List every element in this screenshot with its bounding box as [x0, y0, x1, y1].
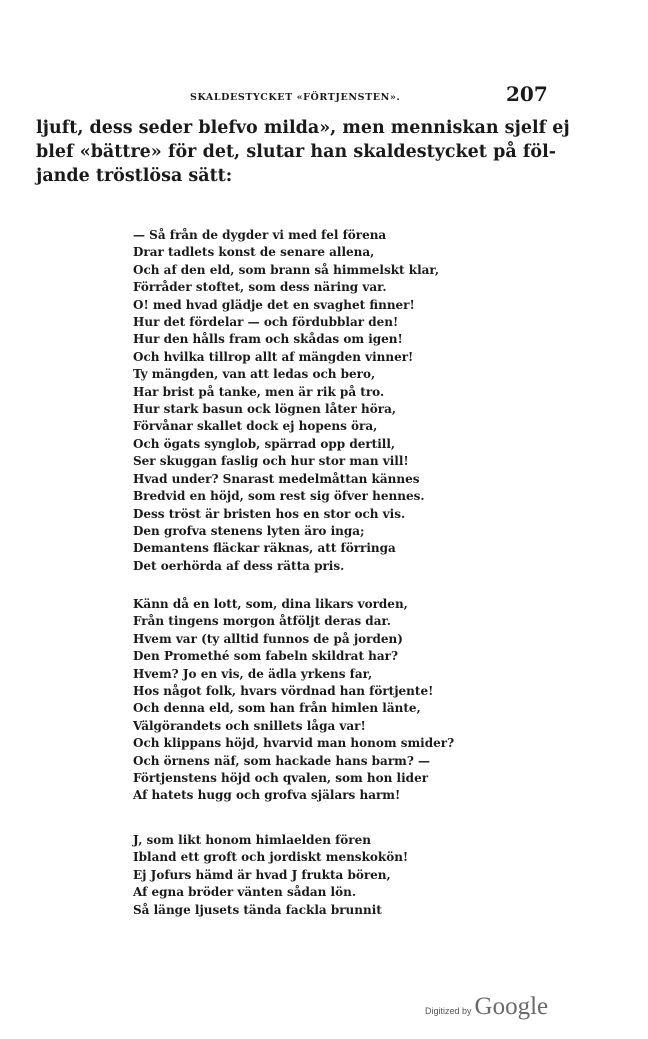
verse-line: Förråder stoftet, som dess näring var.	[133, 280, 387, 295]
verse-line: Och ögats synglob, spärrad opp dertill,	[133, 436, 396, 451]
digitized-by-label: Digitized by	[425, 1006, 472, 1016]
running-title: SKALDESTYCKET «FÖRTJENSTEN».	[190, 92, 401, 103]
verse-line: Hvad under? Snarast medelmåttan kännes	[133, 471, 420, 486]
intro-line: jande tröstlösa sätt:	[36, 166, 233, 186]
verse-line: Så länge ljusets tända fackla brunnit	[133, 902, 382, 917]
verse-line: J, som likt honom himlaelden fören	[133, 833, 371, 847]
verse-line: Den Promethé som fabeln skildrat har?	[133, 649, 399, 664]
verse-line: Det oerhörda af dess rätta pris.	[133, 558, 345, 573]
verse-line: Hur stark basun ock lögnen låter höra,	[133, 402, 397, 417]
verse-line: Dess tröst är bristen hos en stor och vis.	[133, 506, 406, 521]
verse-line: Från tingens morgon åtföljt deras dar.	[133, 614, 391, 629]
verse-stanza	[133, 596, 454, 805]
verse-line: Välgörandets och snillets låga var!	[133, 718, 366, 733]
google-logo: Google	[474, 993, 549, 1020]
verse-line: Den grofva stenens lyten äro inga;	[133, 523, 365, 538]
verse-stanza	[133, 227, 439, 575]
verse-line: Hur det fördelar — och fördubblar den!	[133, 315, 399, 330]
verse-line: Ser skuggan faslig och hur stor man vill!	[133, 454, 409, 469]
verse-line: Hvem var (ty alltid funnos de på jorden)	[133, 631, 403, 646]
verse-line: Och örnens näf, som hackade hans barm? —	[133, 753, 431, 768]
digitized-by-google-watermark	[425, 993, 548, 1021]
verse-line: Och af den eld, som brann så himmelskt klar,	[133, 262, 440, 277]
intro-line: ljuft, dess seder blefvo milda», men menniskan sjelf ej	[36, 118, 570, 138]
verse-line: — Så från de dygder vi med fel förena	[133, 228, 387, 242]
verse-line: Har brist på tanke, men är rik på tro.	[133, 384, 385, 399]
verse-line: Ty mängden, van att ledas och bero,	[133, 367, 376, 382]
verse-line: Af hatets hugg och grofva själars harm!	[133, 788, 401, 803]
verse-line: Hur den hålls fram och skådas om igen!	[133, 332, 403, 347]
verse-line: Känn då en lott, som, dina likars vorden,	[133, 597, 408, 611]
verse-line: Och denna eld, som han från himlen länte,	[133, 701, 421, 716]
page-number: 207	[506, 82, 548, 106]
intro-line: blef «bättre» för det, slutar han skaldestycket på föl-	[36, 142, 556, 162]
verse-line: Demantens fläckar räknas, att förringa	[133, 541, 396, 556]
verse-line: Förvånar skallet dock ej hopens öra,	[133, 419, 378, 434]
verse-line: Hvem? Jo en vis, de ädla yrkens far,	[133, 666, 373, 681]
verse-line: Af egna bröder vänten sådan lön.	[133, 885, 357, 900]
verse-line: Ibland ett groft och jordiskt menskokön!	[133, 850, 409, 865]
verse-line: Drar tadlets konst de senare allena,	[133, 245, 375, 260]
verse-line: Bredvid en höjd, som rest sig öfver hennes.	[133, 489, 425, 504]
verse-stanza	[133, 832, 408, 919]
verse-line: Och hvilka tillrop allt af mängden vinner!	[133, 349, 414, 364]
verse-line: Hos något folk, hvars vördnad han förtjente!	[133, 684, 434, 699]
verse-line: Förtjenstens höjd och qvalen, som hon lider	[133, 771, 429, 786]
verse-line: O! med hvad glädje det en svaghet finner!	[133, 297, 415, 312]
intro-paragraph	[36, 116, 570, 188]
verse-line: Och klippans höjd, hvarvid man honom smider?	[133, 736, 455, 751]
verse-line: Ej Jofurs hämd är hvad J frukta bören,	[133, 867, 391, 882]
